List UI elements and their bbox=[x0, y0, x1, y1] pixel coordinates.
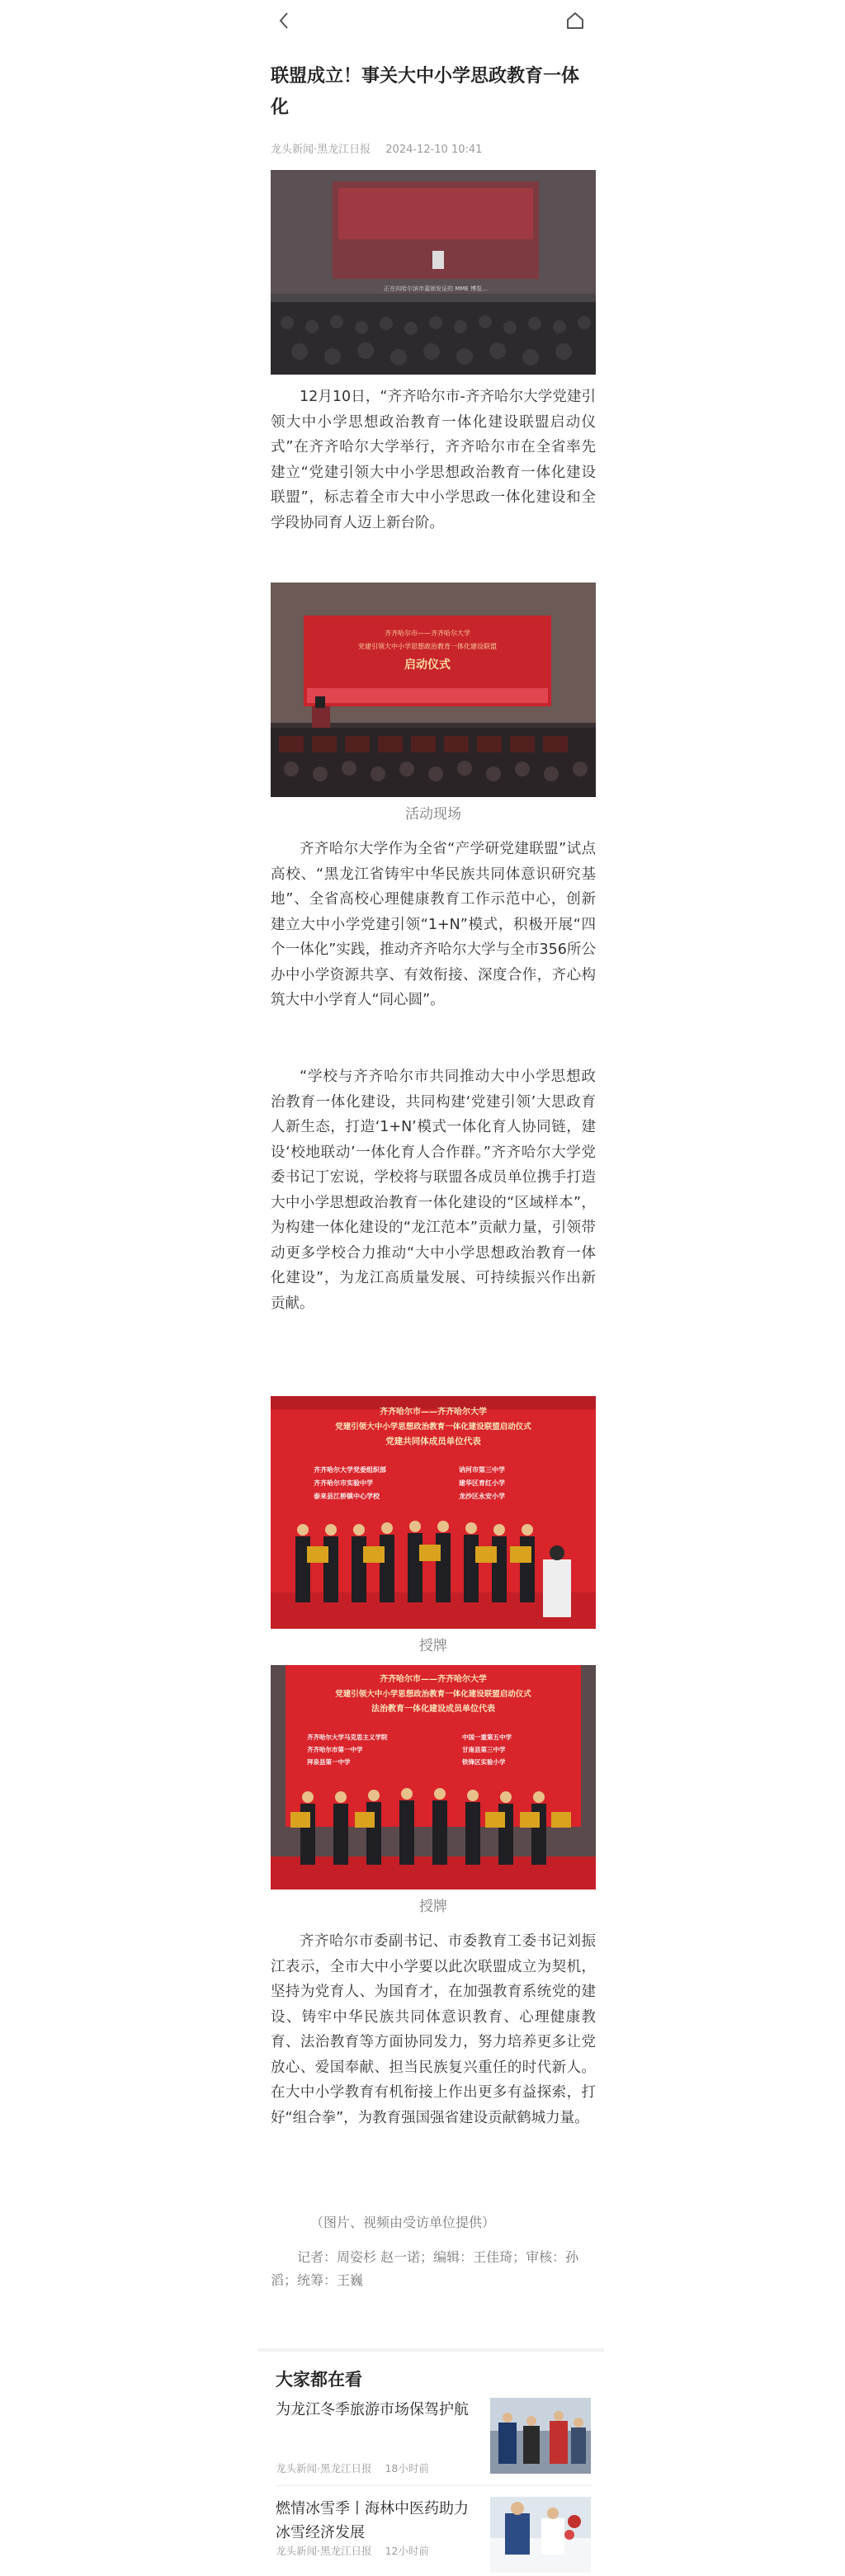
section-divider bbox=[257, 2348, 604, 2352]
plaque2-banner-main: 党建引领大中小学思想政治教育一体化建设联盟启动仪式 bbox=[335, 1690, 531, 1699]
plaque2-banner-sub: 法治教育一体化建设成员单位代表 bbox=[371, 1705, 495, 1714]
plaque-photo-1[interactable] bbox=[271, 1396, 596, 1629]
article-meta bbox=[271, 140, 493, 156]
recommend-item-title: 燃情冰雪季丨海林中医药助力冰雪经济发展 bbox=[276, 2500, 469, 2541]
photo-caption-1: 活动现场 bbox=[405, 806, 461, 823]
recommend-item-title: 为龙江冬季旅游市场保驾护航 bbox=[276, 2401, 469, 2418]
plaque2-banner-top: 齐齐哈尔市——齐齐哈尔大学 bbox=[380, 1675, 487, 1684]
article-paragraph-4: 齐齐哈尔市委副书记、市委教育工委书记刘振江表示，全市大中小学要以此次联盟成立为契机，坚持为党育人、为国育才，在加强教育系统党的建设、铸牢中华民族共同体意识教育、心理健康教育、法治教育等方面协同发力，努力培养更多让党放心、爱国奉献、担当民族复兴重任的时代新人。在大中小学教育有机衔接上作出更多有益探索，打好“组合拳”，为教育强国强省建设贡献鹤城力量。 bbox=[271, 1933, 596, 2126]
article-paragraph-1: 12月10日，“齐齐哈尔市-齐齐哈尔大学党建引领大中小学思想政治教育一体化建设联盟启动仪式”在齐齐哈尔大学举行，齐齐哈尔市在全省率先建立“党建引领大中小学思想政治教育一体化建设联盟”，标志着全市大中小学思政一体化建设和全学段协同育人迈上新台阶。 bbox=[271, 389, 596, 531]
hero-photo-scene bbox=[271, 170, 596, 375]
plaque1-unit-6: 龙沙区永安小学 bbox=[459, 1493, 505, 1500]
article-paragraph-2: 齐齐哈尔大学作为全省“产学研党建联盟”试点高校、“黑龙江省铸牢中华民族共同体意识研究基地”、全省高校心理健康教育工作示范中心，创新建立大中小学党建引领“1+N”模式，积极开展“四个一体化”实践，推动齐齐哈尔大学与全市356所公办中小学资源共享、有效衔接、深度合作，齐心构筑大中小学育人“同心圆”。 bbox=[271, 841, 596, 1008]
event-photo-scene bbox=[271, 583, 596, 797]
recommend-separator bbox=[276, 2485, 592, 2486]
recommend-item-meta bbox=[276, 2543, 439, 2558]
event-banner-top: 齐齐哈尔市——齐齐哈尔大学 bbox=[385, 630, 470, 637]
article-paragraph-3: “学校与齐齐哈尔市共同推动大中小学思想政治教育一体化建设，共同构建‘党建引领’大思政育人新生态，打造‘1+N’模式一体化育人协同链，建设‘校地联动’一体化育人合作群。”齐齐哈尔大学党委书记丁宏说，学校将与联盟各成员单位携手打造大中小学思想政治教育一体化建设的“区域样本”，为构建一体化建设的“龙江范本”贡献力量，引领带动更多学校合力推动“大中小学思想政治教育一体化建设”，为龙江高质量发展、可持续振兴作出新贡献。 bbox=[271, 1069, 596, 1312]
plaque-photo-1-scene bbox=[271, 1396, 596, 1629]
recommend-item-source: 龙头新闻·黑龙江日报 bbox=[276, 2545, 372, 2557]
plaque-photo-2[interactable] bbox=[271, 1665, 596, 1890]
plaque2-unit-4: 中国一重第五中学 bbox=[462, 1734, 512, 1741]
recommend-item[interactable] bbox=[276, 2497, 592, 2557]
hero-photo[interactable] bbox=[271, 170, 596, 375]
recommend-item-thumbnail bbox=[490, 2497, 591, 2573]
plaque2-unit-2: 齐齐哈尔市第一中学 bbox=[307, 1746, 363, 1753]
recommend-item-time: 12小时前 bbox=[385, 2545, 429, 2557]
plaque1-banner-sub: 党建共同体成员单位代表 bbox=[385, 1437, 481, 1446]
article-title: 联盟成立！事关大中小学思政教育一体化 bbox=[271, 66, 580, 118]
plaque1-unit-2: 齐齐哈尔市实验中学 bbox=[314, 1479, 373, 1487]
plaque2-unit-6: 铁锋区实验小学 bbox=[462, 1758, 506, 1766]
plaque1-banner-main: 党建引领大中小学思想政治教育一体化建设联盟启动仪式 bbox=[335, 1422, 531, 1432]
plaque1-unit-4: 讷河市第三中学 bbox=[459, 1466, 505, 1474]
chevron-left-icon bbox=[272, 8, 297, 33]
plaque1-unit-5: 建华区育红小学 bbox=[459, 1479, 505, 1487]
plaque1-banner-top: 齐齐哈尔市——齐齐哈尔大学 bbox=[380, 1408, 487, 1417]
plaque1-unit-3: 泰来县江桥镇中心学校 bbox=[314, 1493, 380, 1500]
photo-source-note: （图片、视频由受访单位提供） bbox=[310, 2215, 496, 2230]
article-time: 2024-12-10 10:41 bbox=[385, 144, 483, 156]
recommend-item-thumbnail bbox=[490, 2398, 591, 2474]
photo-caption-2: 授牌 bbox=[419, 1638, 447, 1654]
recommend-heading: 大家都在看 bbox=[276, 2370, 362, 2390]
event-photo[interactable] bbox=[271, 583, 596, 797]
article-source: 龙头新闻·黑龙江日报 bbox=[271, 144, 371, 156]
photo-caption-3: 授牌 bbox=[419, 1899, 447, 1915]
plaque2-unit-3: 拜泉县第一中学 bbox=[307, 1758, 351, 1766]
hero-screen-caption: 正在向哈尔滨市嘉颁发证的 MME 博览... bbox=[384, 285, 488, 292]
recommend-item-time: 18小时前 bbox=[385, 2462, 429, 2475]
plaque-photo-2-scene bbox=[271, 1665, 596, 1890]
event-banner-main: 党建引领大中小学思想政治教育一体化建设联盟 bbox=[358, 643, 497, 650]
home-button[interactable] bbox=[563, 8, 588, 33]
home-icon bbox=[563, 8, 588, 33]
event-banner-sub: 启动仪式 bbox=[404, 658, 451, 672]
plaque2-unit-1: 齐齐哈尔大学马克思主义学院 bbox=[307, 1734, 388, 1741]
back-button[interactable] bbox=[272, 8, 297, 33]
staff-credits: 记者：周姿杉 赵一诺；编辑：王佳琦；审核：孙滔；统筹：王巍 bbox=[271, 2249, 579, 2288]
top-nav-bar bbox=[257, 0, 596, 43]
recommend-item[interactable] bbox=[276, 2398, 592, 2479]
recommend-item-meta bbox=[276, 2460, 439, 2475]
plaque2-unit-5: 甘南县第三中学 bbox=[462, 1746, 506, 1753]
plaque1-unit-1: 齐齐哈尔大学党委组织部 bbox=[314, 1466, 386, 1474]
recommend-item-source: 龙头新闻·黑龙江日报 bbox=[276, 2462, 372, 2475]
